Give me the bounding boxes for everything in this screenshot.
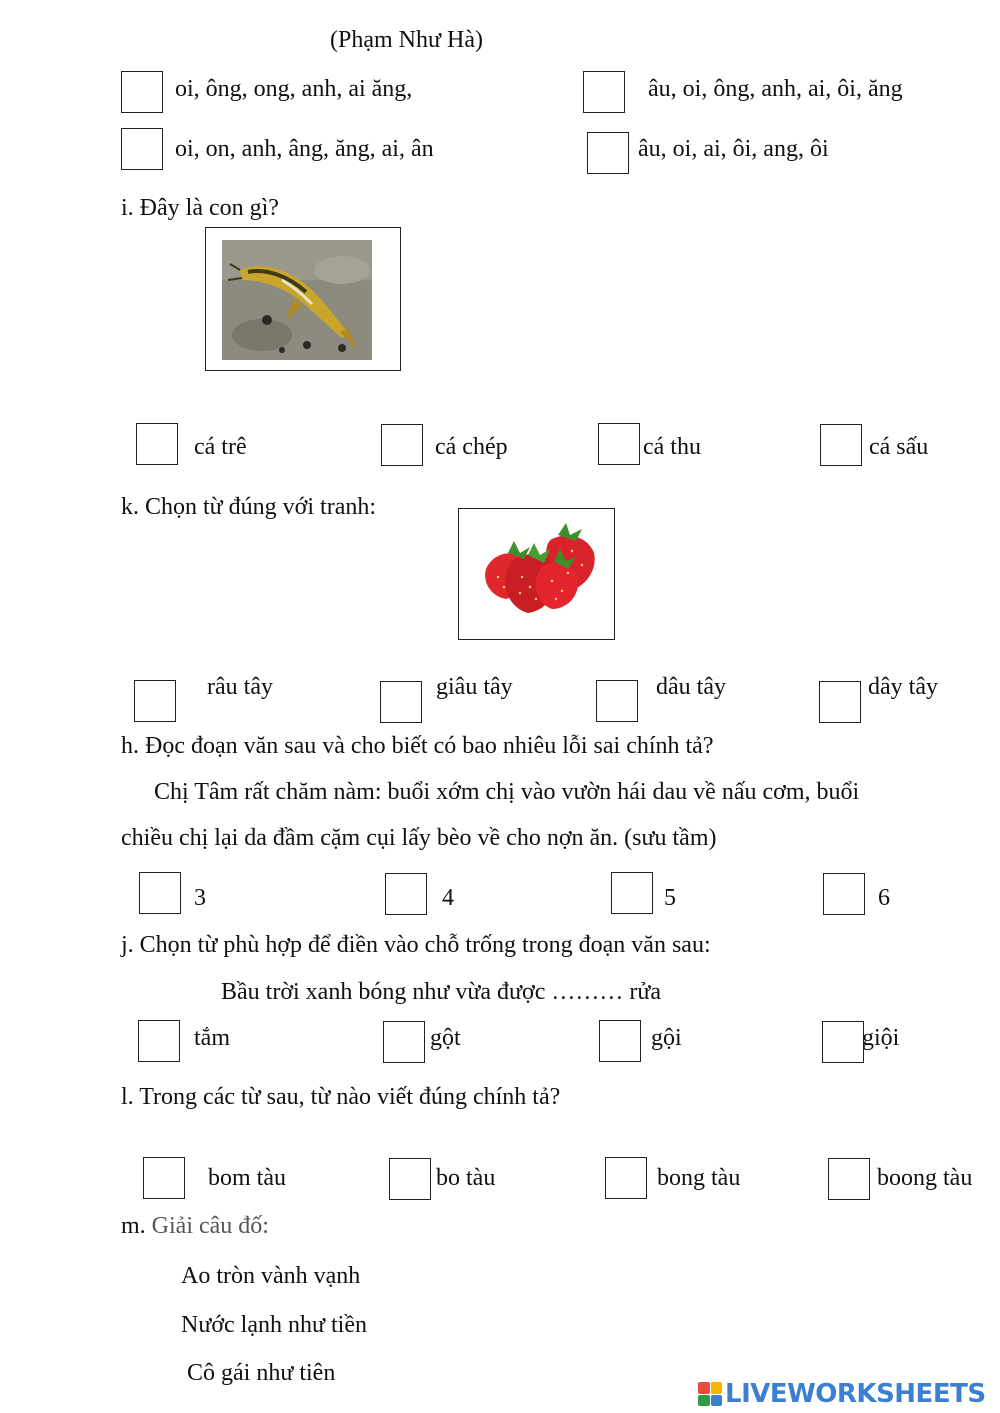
option-l-3: bong tàu <box>657 1165 741 1191</box>
option-top-r2c1: oi, on, anh, âng, ăng, ai, ân <box>175 136 434 162</box>
checkbox-l-2[interactable] <box>389 1158 431 1200</box>
option-i-4: cá sấu <box>869 434 929 460</box>
checkbox-j-3[interactable] <box>599 1020 641 1062</box>
question-m-prompt: Giải câu đố: <box>151 1213 269 1239</box>
checkbox-top-r2c2[interactable] <box>587 132 629 174</box>
checkbox-h-4[interactable] <box>823 873 865 915</box>
liveworksheets-logo[interactable] <box>698 1378 986 1410</box>
option-top-r1c2: âu, oi, ông, anh, ai, ôi, ăng <box>648 76 903 102</box>
option-h-1: 3 <box>194 885 206 911</box>
option-j-4: giội <box>862 1025 900 1051</box>
question-h-passage-line1: Chị Tâm rất chăm nàm: buổi xớm chị vào vườn hái dau về nấu cơm, buổi <box>154 779 860 805</box>
strawberries-photo-icon <box>472 521 602 621</box>
checkbox-i-2[interactable] <box>381 424 423 466</box>
riddle-line-2: Nước lạnh như tiền <box>181 1312 367 1338</box>
option-j-1: tắm <box>194 1025 230 1051</box>
checkbox-j-1[interactable] <box>138 1020 180 1062</box>
checkbox-k-1[interactable] <box>134 680 176 722</box>
strawberry-image-frame <box>458 508 615 640</box>
checkbox-h-3[interactable] <box>611 872 653 914</box>
option-top-r2c2: âu, oi, ai, ôi, ang, ôi <box>638 136 829 162</box>
option-j-2: gột <box>430 1025 461 1051</box>
question-k-prompt: k. Chọn từ đúng với tranh: <box>121 494 377 520</box>
checkbox-j-4[interactable] <box>822 1021 864 1063</box>
checkbox-k-4[interactable] <box>819 681 861 723</box>
option-k-3: dâu tây <box>656 674 726 700</box>
option-h-3: 5 <box>664 885 676 911</box>
checkbox-top-r1c2[interactable] <box>583 71 625 113</box>
option-top-r1c1: oi, ông, ong, anh, ai ăng, <box>175 76 413 102</box>
question-m-label: m. <box>121 1213 146 1239</box>
checkbox-l-4[interactable] <box>828 1158 870 1200</box>
option-j-3: gội <box>651 1025 682 1051</box>
option-k-4: dây tây <box>868 674 938 700</box>
question-j-sentence: Bầu trời xanh bóng như vừa được ……… rửa <box>221 979 662 1005</box>
question-l-prompt: l. Trong các từ sau, từ nào viết đúng chính tả? <box>121 1084 561 1110</box>
option-i-2: cá chép <box>435 434 508 460</box>
checkbox-i-4[interactable] <box>820 424 862 466</box>
checkbox-l-3[interactable] <box>605 1157 647 1199</box>
catfish-image-frame <box>205 227 401 371</box>
checkbox-k-2[interactable] <box>380 681 422 723</box>
riddle-line-3: Cô gái như tiên <box>187 1360 336 1386</box>
question-m-heading <box>121 1214 269 1238</box>
checkbox-j-2[interactable] <box>383 1021 425 1063</box>
option-k-2: giâu tây <box>436 674 513 700</box>
liveworksheets-mark-icon <box>698 1382 722 1406</box>
checkbox-top-r2c1[interactable] <box>121 128 163 170</box>
liveworksheets-logo-text: LIVEWORKSHEETS <box>725 1379 986 1409</box>
option-l-4: boong tàu <box>877 1165 973 1191</box>
catfish-photo-icon <box>222 240 372 360</box>
author-line: (Phạm Như Hà) <box>330 27 483 53</box>
checkbox-l-1[interactable] <box>143 1157 185 1199</box>
checkbox-h-1[interactable] <box>139 872 181 914</box>
checkbox-top-r1c1[interactable] <box>121 71 163 113</box>
question-h-prompt: h. Đọc đoạn văn sau và cho biết có bao nhiêu lỗi sai chính tả? <box>121 733 714 759</box>
option-h-2: 4 <box>442 885 454 911</box>
checkbox-k-3[interactable] <box>596 680 638 722</box>
riddle-line-1: Ao tròn vành vạnh <box>181 1263 361 1289</box>
option-l-2: bo tàu <box>436 1165 496 1191</box>
option-k-1: râu tây <box>207 674 273 700</box>
question-j-prompt: j. Chọn từ phù hợp để điền vào chỗ trống trong đoạn văn sau: <box>121 932 711 958</box>
option-h-4: 6 <box>878 885 890 911</box>
option-i-1: cá trê <box>194 434 247 460</box>
checkbox-h-2[interactable] <box>385 873 427 915</box>
question-i-prompt: i. Đây là con gì? <box>121 195 279 221</box>
checkbox-i-3[interactable] <box>598 423 640 465</box>
checkbox-i-1[interactable] <box>136 423 178 465</box>
option-i-3: cá thu <box>643 434 701 460</box>
question-h-passage-line2: chiều chị lại da đầm cặm cụi lấy bèo về cho nợn ăn. (sưu tầm) <box>121 825 717 851</box>
option-l-1: bom tàu <box>208 1165 286 1191</box>
